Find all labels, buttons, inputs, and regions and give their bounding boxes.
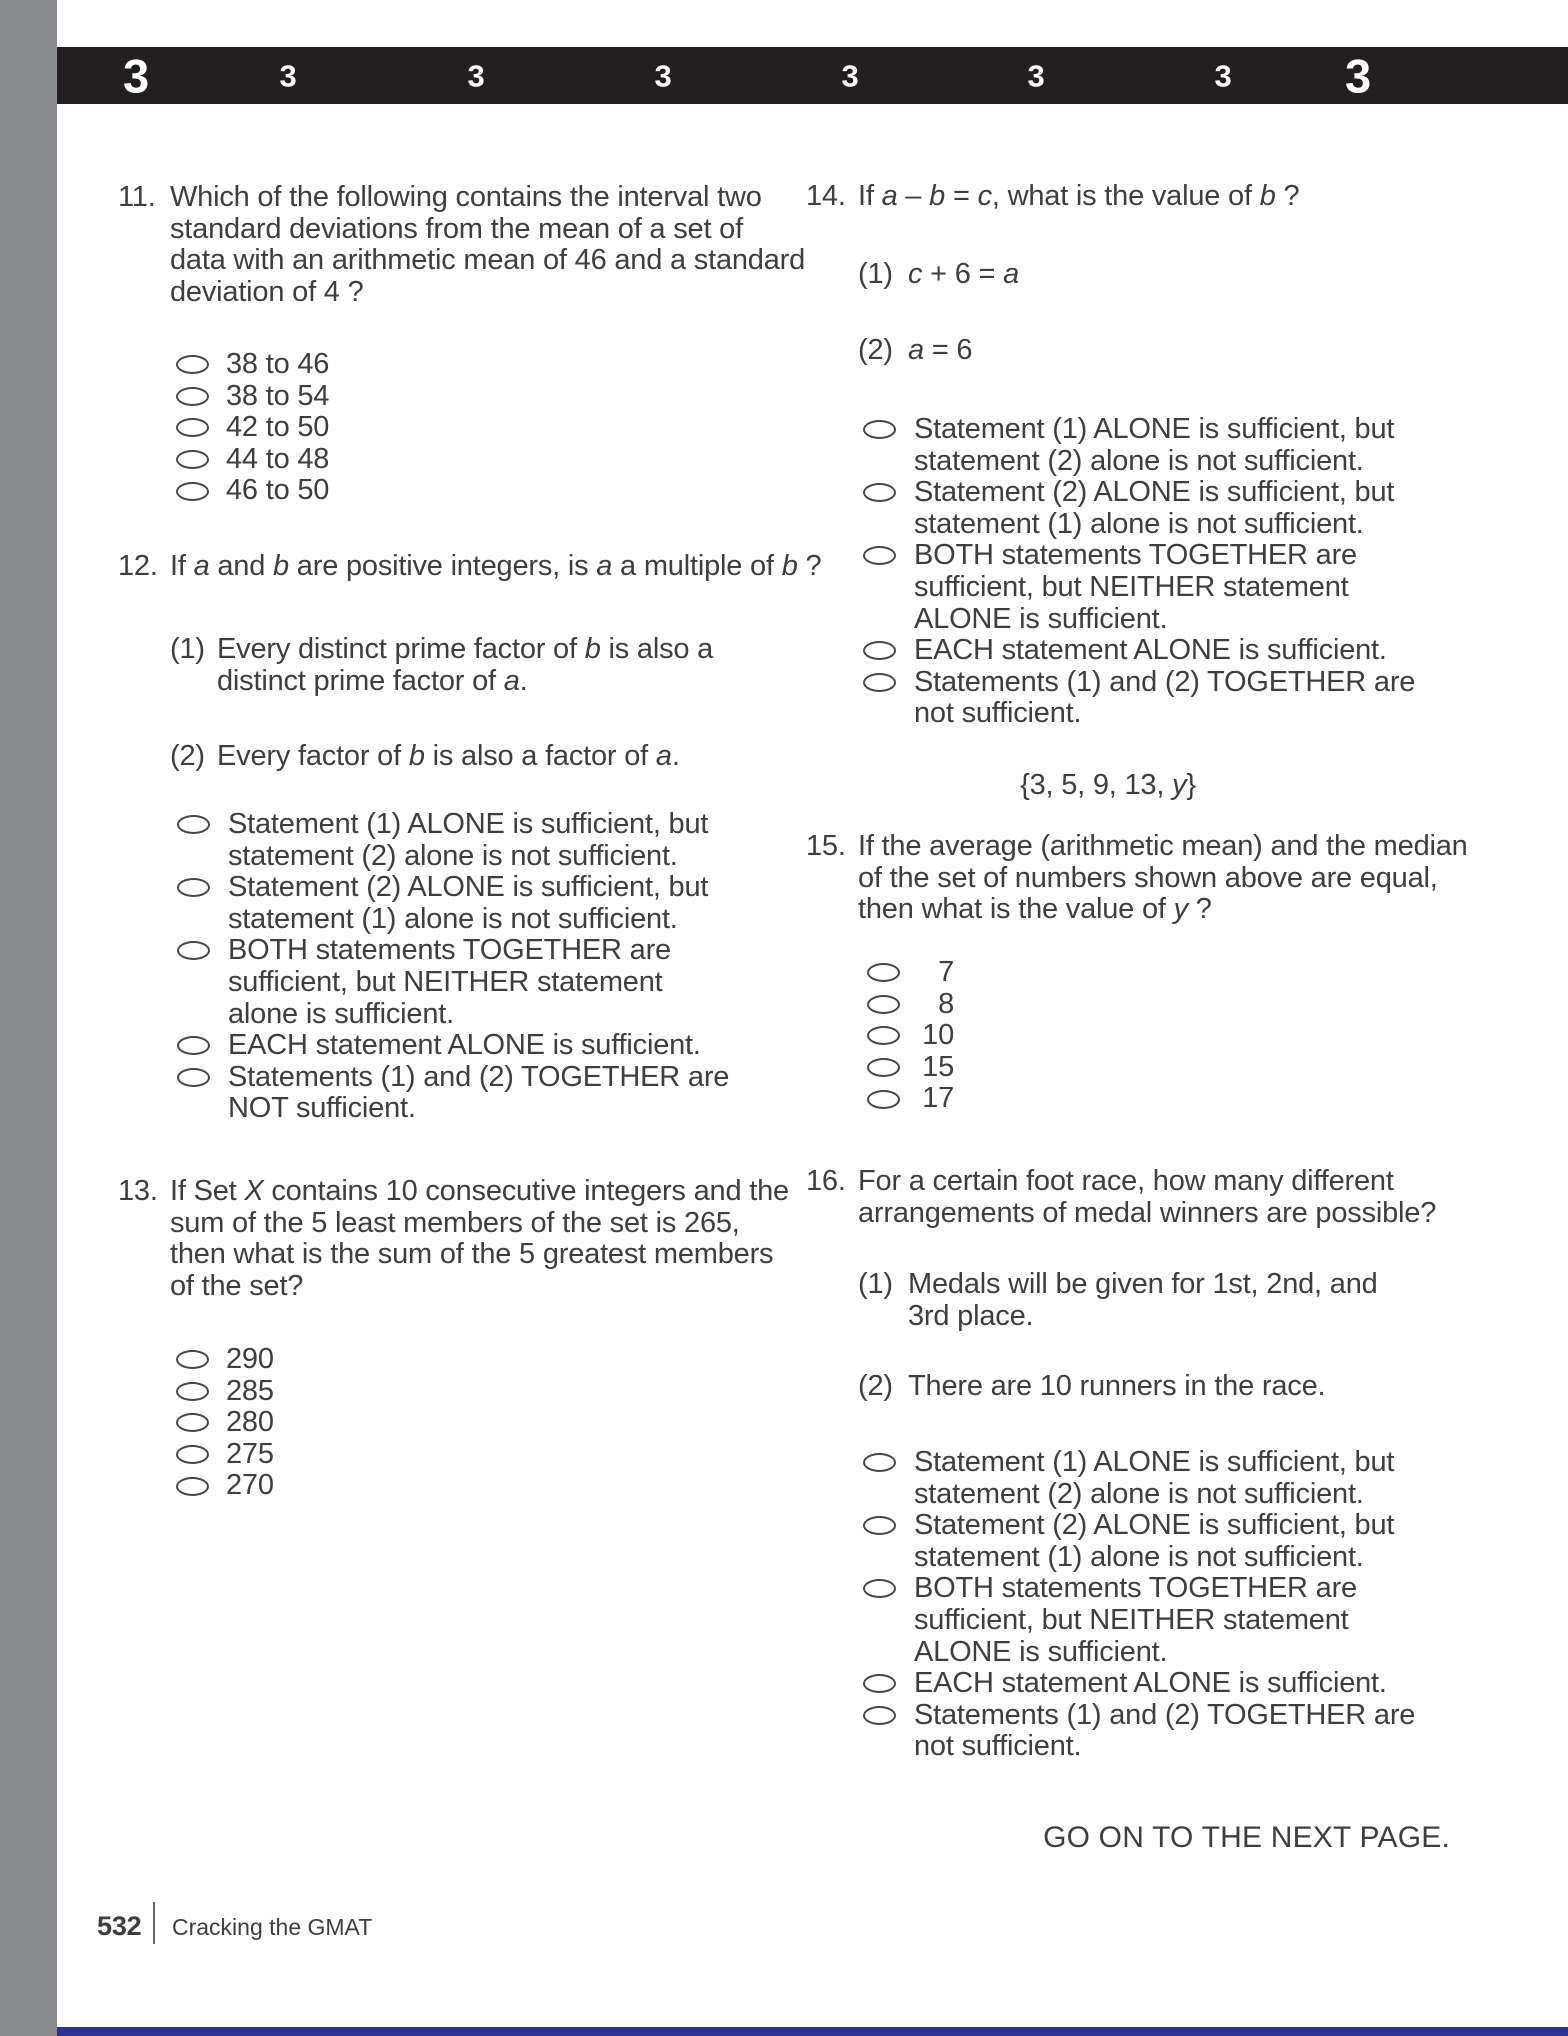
answer-choice[interactable]	[176, 1376, 274, 1408]
answer-choice-label: 275	[226, 1437, 274, 1470]
question-13-choices	[176, 1344, 274, 1502]
answer-choice-label: 44 to 48	[226, 442, 330, 475]
answer-choice-label: Statements (1) and (2) TOGETHER are not sufficient.	[914, 1698, 1416, 1763]
section-number: 3	[1214, 58, 1232, 93]
answer-choice[interactable]	[176, 381, 329, 413]
answer-choice-label: 38 to 46	[226, 348, 330, 380]
answer-bubble-icon[interactable]	[176, 482, 209, 501]
question-12-choices	[177, 809, 729, 1125]
answer-choice-label: 270	[226, 1469, 274, 1502]
question-15-choices	[867, 957, 954, 1115]
section-number: 3	[1027, 58, 1045, 93]
statement-text: Every factor of b is also a factor of a.	[217, 740, 680, 772]
answer-bubble-icon[interactable]	[863, 1674, 896, 1693]
question-text: If a – b = c, what is the value of b ?	[858, 180, 1300, 212]
page-bottom-edge	[57, 2027, 1568, 2036]
answer-choice[interactable]	[177, 809, 729, 872]
statement-label: (1)	[858, 258, 893, 290]
answer-choice-label: BOTH statements TOGETHER are sufficient, but NEITHER statement ALONE is sufficient.	[914, 1572, 1357, 1668]
answer-bubble-icon[interactable]	[867, 995, 900, 1014]
section-number: 3	[1345, 49, 1371, 102]
answer-choice-label: Statement (2) ALONE is sufficient, but statement (1) alone is not sufficient.	[228, 871, 709, 935]
statement-label: (1)	[170, 633, 205, 665]
answer-choice-label: Statement (1) ALONE is sufficient, but statement (2) alone is not sufficient.	[914, 1446, 1395, 1510]
statement-text: c + 6 = a	[908, 258, 1020, 290]
answer-bubble-icon[interactable]	[177, 1036, 210, 1055]
answer-choice-label: 285	[226, 1374, 274, 1407]
question-16-statement-1	[858, 1269, 1378, 1332]
statement-text: Every distinct prime factor of b is also a distinct prime factor of a.	[217, 633, 714, 697]
answer-choice[interactable]	[176, 349, 329, 381]
answer-choice[interactable]	[867, 1020, 954, 1052]
answer-choice[interactable]	[176, 412, 329, 444]
question-number: 14.	[806, 180, 846, 212]
question-14-choices	[863, 414, 1415, 730]
statement-label: (1)	[858, 1268, 893, 1300]
answer-bubble-icon[interactable]	[867, 1026, 900, 1045]
question-14-statement-2	[858, 335, 972, 367]
answer-choice[interactable]	[863, 1573, 1415, 1668]
question-number: 15.	[806, 830, 846, 862]
answer-bubble-icon[interactable]	[867, 1058, 900, 1077]
answer-choice-label: BOTH statements TOGETHER are sufficient, but NEITHER statement ALONE is sufficient.	[914, 539, 1357, 635]
answer-bubble-icon[interactable]	[863, 1516, 896, 1535]
answer-choice[interactable]	[176, 444, 329, 476]
answer-choice[interactable]	[867, 989, 954, 1021]
answer-bubble-icon[interactable]	[177, 815, 210, 834]
answer-bubble-icon[interactable]	[176, 418, 209, 437]
answer-choice[interactable]	[863, 1510, 1415, 1573]
question-text: For a certain foot race, how many different arrangements of medal winners are possible?	[858, 1165, 1437, 1229]
question-12-statement-2	[170, 741, 680, 773]
answer-choice-label: Statement (2) ALONE is sufficient, but statement (1) alone is not sufficient.	[914, 1509, 1395, 1573]
answer-choice[interactable]	[176, 1344, 274, 1376]
answer-bubble-icon[interactable]	[176, 355, 209, 374]
question-16-statement-2	[858, 1371, 1325, 1403]
question-text: If the average (arithmetic mean) and the median of the set of numbers shown above are equal, then what is the value of y ?	[858, 830, 1468, 926]
footer-book-title: Cracking the GMAT	[172, 1914, 373, 1940]
answer-choice[interactable]	[863, 1447, 1415, 1510]
answer-choice-label: Statement (2) ALONE is sufficient, but statement (1) alone is not sufficient.	[914, 476, 1395, 540]
answer-choice[interactable]	[863, 1668, 1415, 1700]
answer-choice-label: EACH statement ALONE is sufficient.	[228, 1029, 701, 1062]
answer-bubble-icon[interactable]	[863, 641, 896, 660]
answer-bubble-icon[interactable]	[177, 1068, 210, 1087]
answer-choice-label: 8	[938, 987, 954, 1020]
question-15	[806, 831, 1468, 926]
answer-choice-label: Statements (1) and (2) TOGETHER are NOT sufficient.	[228, 1060, 730, 1125]
answer-bubble-icon[interactable]	[863, 1453, 896, 1472]
answer-choice-label: EACH statement ALONE is sufficient.	[914, 1667, 1387, 1700]
answer-choice[interactable]	[867, 1083, 954, 1115]
question-11	[118, 182, 805, 308]
answer-bubble-icon[interactable]	[867, 1090, 900, 1109]
answer-choice-label: EACH statement ALONE is sufficient.	[914, 634, 1387, 667]
answer-choice[interactable]	[867, 1052, 954, 1084]
answer-choice-label: Statement (1) ALONE is sufficient, but statement (2) alone is not sufficient.	[914, 413, 1395, 477]
section-number: 3	[841, 58, 859, 93]
answer-choice[interactable]	[863, 414, 1415, 477]
answer-bubble-icon[interactable]	[176, 1413, 209, 1432]
question-12	[118, 551, 821, 583]
question-text: Which of the following contains the interval two standard deviations from the mean of a set of data with an arithmetic mean of 46 and a standard deviation of 4 ?	[170, 181, 806, 308]
page-left-gutter	[0, 0, 57, 2036]
answer-choice[interactable]	[863, 1700, 1415, 1763]
answer-bubble-icon[interactable]	[176, 1350, 209, 1369]
question-14	[806, 181, 1299, 213]
answer-choice-label: 17	[922, 1082, 954, 1115]
answer-bubble-icon[interactable]	[863, 1579, 896, 1598]
answer-choice-label: 7	[938, 956, 954, 988]
footer-page-number: 532	[97, 1911, 142, 1941]
go-on-instruction: GO ON TO THE NEXT PAGE.	[1043, 1821, 1450, 1854]
question-number: 11.	[118, 181, 156, 213]
question-11-choices	[176, 349, 329, 507]
answer-bubble-icon[interactable]	[863, 483, 896, 502]
question-16-choices	[863, 1447, 1415, 1763]
answer-choice-label: 46 to 50	[226, 474, 330, 507]
answer-choice-label: 290	[226, 1343, 274, 1375]
answer-choice[interactable]	[863, 635, 1415, 667]
question-12-statement-1	[170, 634, 713, 697]
answer-choice-label: BOTH statements TOGETHER are sufficient, but NEITHER statement alone is sufficient.	[228, 934, 671, 1030]
answer-choice-label: 10	[922, 1019, 954, 1052]
answer-bubble-icon[interactable]	[863, 546, 896, 565]
section-number: 3	[279, 58, 297, 93]
answer-bubble-icon[interactable]	[863, 1706, 896, 1725]
question-number: 12.	[118, 550, 158, 582]
answer-choice[interactable]	[177, 1062, 729, 1125]
statement-label: (2)	[170, 740, 205, 772]
answer-bubble-icon[interactable]	[177, 941, 210, 960]
answer-choice[interactable]	[863, 667, 1415, 730]
answer-bubble-icon[interactable]	[177, 878, 210, 897]
section-header-bar	[57, 47, 1568, 104]
answer-bubble-icon[interactable]	[176, 1445, 209, 1464]
answer-choice[interactable]	[863, 540, 1415, 635]
statement-text: There are 10 runners in the race.	[908, 1370, 1326, 1402]
statement-label: (2)	[858, 334, 893, 366]
answer-choice-label: 42 to 50	[226, 411, 330, 444]
statement-label: (2)	[858, 1370, 893, 1402]
answer-bubble-icon[interactable]	[176, 1477, 209, 1496]
question-text: If Set X contains 10 consecutive integers and the sum of the 5 least members of the set is 265, then what is the sum of the 5 greatest members of the set?	[170, 1175, 789, 1302]
answer-bubble-icon[interactable]	[863, 673, 896, 692]
answer-choice-label: Statement (1) ALONE is sufficient, but statement (2) alone is not sufficient.	[228, 808, 709, 872]
answer-choice[interactable]	[177, 1030, 729, 1062]
answer-choice[interactable]	[176, 1439, 274, 1471]
footer-divider	[153, 1902, 155, 1944]
question-16	[806, 1166, 1436, 1229]
answer-choice-label: Statements (1) and (2) TOGETHER are not sufficient.	[914, 665, 1416, 730]
section-number: 3	[467, 58, 485, 93]
answer-choice[interactable]	[176, 475, 329, 507]
question-text: If a and b are positive integers, is a a multiple of b ?	[170, 550, 822, 582]
answer-choice[interactable]	[863, 477, 1415, 540]
question-14-statement-1	[858, 259, 1019, 291]
question-13	[118, 1176, 789, 1302]
answer-choice[interactable]	[867, 957, 954, 989]
answer-bubble-icon[interactable]	[863, 420, 896, 439]
answer-bubble-icon[interactable]	[867, 963, 900, 982]
statement-text: Medals will be given for 1st, 2nd, and 3rd place.	[908, 1268, 1378, 1332]
section-number: 3	[123, 49, 149, 102]
answer-choice[interactable]	[176, 1470, 274, 1502]
answer-choice-label: 38 to 54	[226, 379, 330, 412]
answer-choice-label: 280	[226, 1406, 274, 1439]
answer-bubble-icon[interactable]	[176, 450, 209, 469]
question-15-number-set: {3, 5, 9, 13, y}	[1020, 769, 1196, 801]
answer-choice-label: 15	[922, 1050, 954, 1083]
answer-choice[interactable]	[177, 872, 729, 935]
answer-choice[interactable]	[177, 935, 729, 1030]
answer-bubble-icon[interactable]	[176, 387, 209, 406]
question-number: 16.	[806, 1165, 846, 1197]
question-number: 13.	[118, 1175, 158, 1207]
section-number: 3	[654, 58, 672, 93]
answer-choice[interactable]	[176, 1407, 274, 1439]
statement-text: a = 6	[908, 334, 973, 366]
answer-bubble-icon[interactable]	[176, 1382, 209, 1401]
